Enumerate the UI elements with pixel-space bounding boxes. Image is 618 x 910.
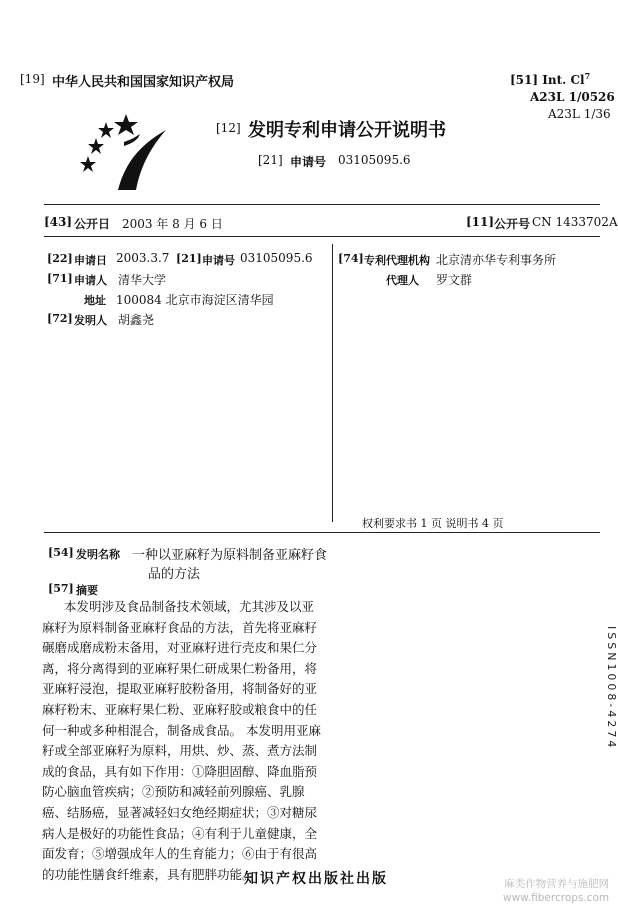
appno-label: 申请号: [202, 254, 235, 267]
appno-code: [21]: [176, 252, 202, 265]
abstract-line: 麻籽为原料制备亚麻籽食品的方法，首先将亚麻籽: [42, 619, 318, 635]
int-cl-label: Int. Cl: [542, 73, 585, 87]
abstract-line: 离，将分离得到的亚麻籽果仁研成果仁粉备用，将: [42, 660, 318, 676]
inventor-label: 发明人: [74, 314, 107, 327]
inventor-value: 胡鑫尧: [118, 313, 155, 327]
office-code: [19]: [20, 72, 45, 86]
int-cl-primary: A23L 1/0526: [530, 90, 615, 104]
applicant-value: 清华大学: [118, 273, 167, 287]
doc-type: 发明专利申请公开说明书: [248, 120, 446, 141]
int-cl-code: [51]: [510, 73, 539, 87]
address-label: 地址: [84, 294, 106, 307]
title-label: 发明名称: [76, 548, 120, 561]
abstract-line: 何一种或多种相混合，制备成食品。 本发明用亚麻: [42, 722, 321, 738]
abstract-code: [57]: [48, 582, 74, 595]
abstract-line: 防心脑血管疾病；②预防和减轻前列腺癌、乳腺: [42, 784, 305, 800]
abstract-line: 的功能性膳食纤维素，具有肥胖功能。: [42, 866, 255, 882]
agency-label: 专利代理机构: [364, 254, 430, 267]
filing-label: 申请日: [74, 254, 107, 267]
inventor-code: [72]: [47, 312, 73, 325]
watermark-line2: www.fibercrops.com: [503, 892, 610, 904]
issn-label: ISSN1008-4274: [605, 626, 618, 751]
invention-title-line1: 一种以亚麻籽为原料制备亚麻籽食: [132, 548, 328, 563]
agent-value: 罗文群: [436, 273, 473, 287]
app-code: [21]: [258, 153, 283, 167]
abstract-line: 麻籽粉末、亚麻籽果仁粉、亚麻籽胶或粮食中的任: [42, 701, 318, 717]
agent-label: 代理人: [386, 274, 419, 287]
watermark: [503, 877, 609, 905]
int-cl-secondary: A23L 1/36: [548, 107, 611, 121]
agency-code: [74]: [338, 252, 364, 265]
publisher: 知识产权出版社出版: [244, 871, 388, 887]
abstract-line: 面发育；⑤增强成年人的生育能力；⑥由于有很高: [42, 846, 318, 862]
abstract-line: 病人是极好的功能性食品；④有利于儿童健康，全: [42, 825, 318, 841]
pub-date-value: 2003 年 8 月 6 日: [122, 217, 223, 231]
app-label: 申请号: [290, 155, 327, 169]
filing-code: [22]: [47, 252, 73, 265]
address-value: 100084 北京市海淀区清华园: [116, 293, 274, 307]
title-code: [54]: [48, 546, 74, 559]
abstract-body: [42, 597, 384, 885]
watermark-line1: 麻类作物营养与施肥网: [504, 878, 610, 890]
int-cl: [510, 71, 590, 87]
abstract-line: 碾磨成磨成粉末备用，对亚麻籽进行壳皮和果仁分: [42, 640, 318, 656]
pub-no-code: [11]: [466, 215, 495, 229]
pub-no-label: 公开号: [494, 217, 531, 231]
divider: [44, 204, 600, 205]
abstract-line: 亚麻籽浸泡，提取亚麻籽胶粉备用，将制备好的亚: [42, 681, 318, 697]
pub-date-code: [43]: [44, 215, 73, 229]
appno-value: 03105095.6: [240, 251, 313, 265]
app-number: 03105095.6: [338, 153, 411, 167]
invention-title-line2: 品的方法: [148, 567, 201, 582]
pages-note: 权利要求书 1 页 说明书 4 页: [362, 517, 504, 530]
agency-value: 北京清亦华专利事务所: [436, 253, 557, 267]
applicant-code: [71]: [47, 272, 73, 285]
divider: [44, 236, 600, 237]
int-cl-sup: 7: [584, 71, 591, 81]
abstract-line: 本发明涉及食品制备技术领域，尤其涉及以亚: [64, 599, 315, 614]
filing-value: 2003.3.7: [116, 251, 170, 265]
emblem-icon: [78, 112, 168, 192]
divider: [44, 532, 600, 533]
abstract-line: 成的食品，具有如下作用：①降胆固醇、降血脂预: [42, 763, 318, 779]
abstract-label: 摘要: [76, 584, 98, 597]
column-divider: [332, 244, 333, 522]
pub-no-value: CN 1433702A: [532, 215, 618, 229]
pub-date-label: 公开日: [74, 217, 111, 231]
abstract-line: 籽或全部亚麻籽为原料，用烘、炒、蒸、煮方法制: [42, 743, 318, 759]
office-name: 中华人民共和国国家知识产权局: [52, 75, 235, 90]
doc-code: [12]: [216, 121, 241, 135]
abstract-line: 癌、结肠癌，显著减轻妇女绝经期症状；③对糖尿: [42, 804, 318, 820]
applicant-label: 申请人: [74, 274, 107, 287]
